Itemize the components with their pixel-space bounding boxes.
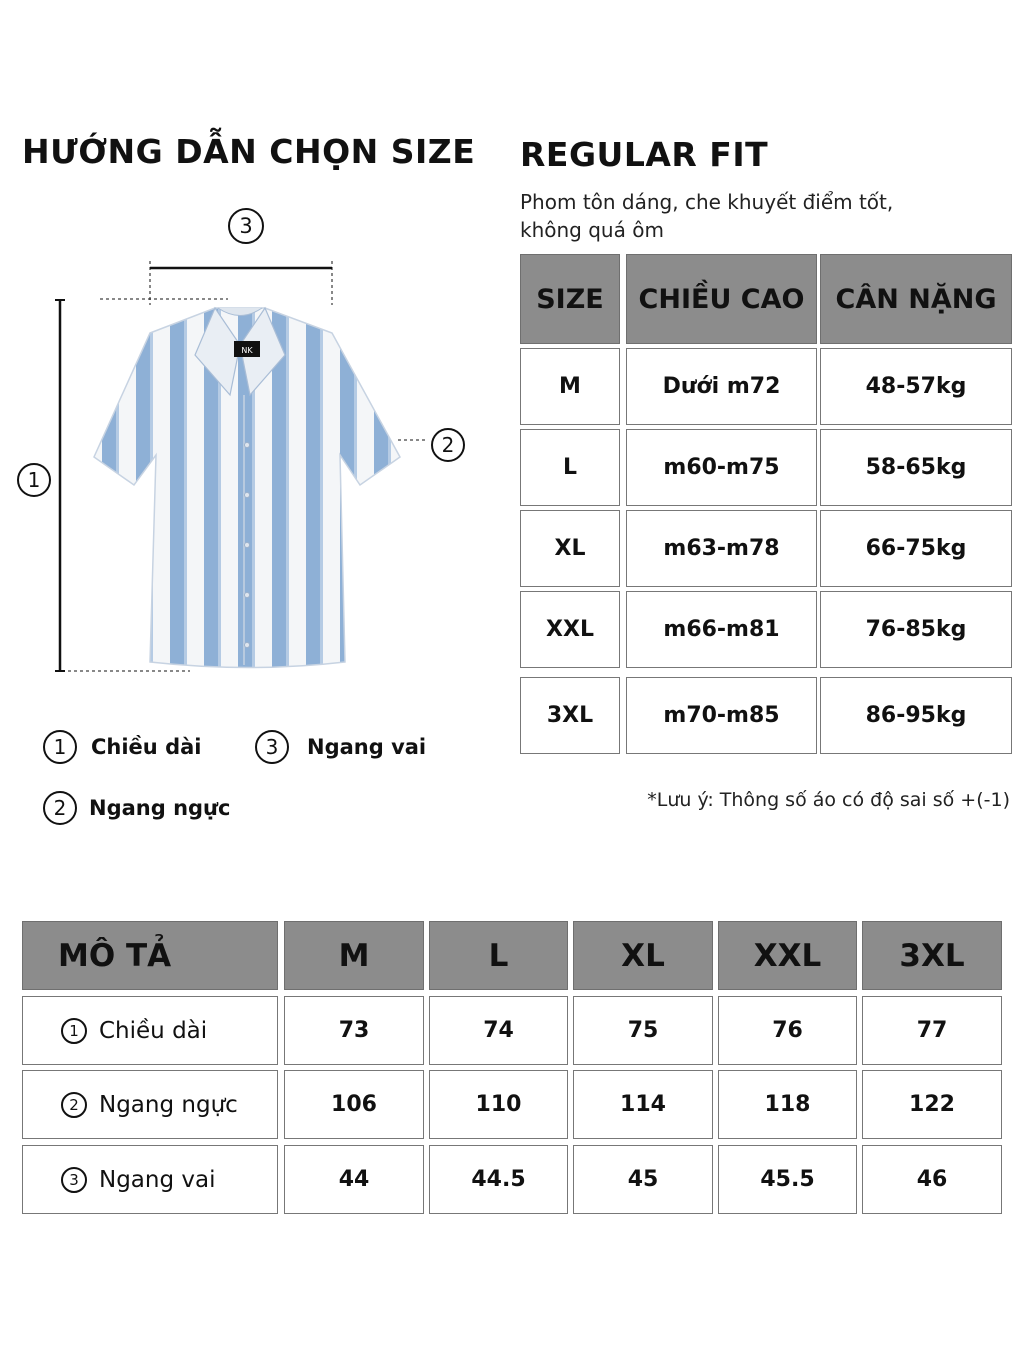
measure-header-cell: M <box>284 921 424 990</box>
measure-value-cell: 75 <box>573 996 713 1065</box>
measure-header-cell: MÔ TẢ <box>22 921 278 990</box>
measure-header-cell: XL <box>573 921 713 990</box>
marker-length: 1 <box>17 463 51 497</box>
measure-desc-cell <box>22 996 278 1065</box>
legend-label: Ngang ngực <box>89 796 231 820</box>
marker-shoulder: 3 <box>228 208 264 244</box>
fit-title: REGULAR FIT <box>520 135 769 174</box>
measure-value-cell: 74 <box>429 996 568 1065</box>
measure-value-cell: 73 <box>284 996 424 1065</box>
fit-cell: L <box>520 429 620 506</box>
measure-value-cell: 76 <box>718 996 857 1065</box>
fit-note: *Lưu ý: Thông số áo có độ sai số +(-1) <box>647 789 1010 811</box>
measure-value-cell: 106 <box>284 1070 424 1139</box>
measure-number: 1 <box>61 1018 87 1044</box>
fit-subtitle-line: Phom tôn dáng, che khuyết điểm tốt, <box>520 190 894 214</box>
shirt-label: NK <box>241 346 253 355</box>
measure-label: Chiều dài <box>99 1017 208 1044</box>
fit-cell: 66-75kg <box>820 510 1012 587</box>
fit-cell: m66-m81 <box>626 591 817 668</box>
measure-value-cell: 44.5 <box>429 1145 568 1214</box>
measure-header-cell: 3XL <box>862 921 1002 990</box>
measure-value-cell: 77 <box>862 996 1002 1065</box>
fit-cell: 86-95kg <box>820 677 1012 754</box>
legend-item <box>43 730 201 764</box>
legend-label: Ngang vai <box>307 735 427 759</box>
measure-number: 3 <box>61 1167 87 1193</box>
fit-header-cell: SIZE <box>520 254 620 344</box>
fit-cell: XL <box>520 510 620 587</box>
legend-item <box>43 791 230 825</box>
measure-header-cell: L <box>429 921 568 990</box>
measure-desc-cell <box>22 1145 278 1214</box>
fit-cell: XXL <box>520 591 620 668</box>
legend-number: 3 <box>255 730 289 764</box>
measure-value-cell: 110 <box>429 1070 568 1139</box>
legend-number: 1 <box>43 730 77 764</box>
fit-cell: M <box>520 348 620 425</box>
fit-cell: 58-65kg <box>820 429 1012 506</box>
fit-cell: m63-m78 <box>626 510 817 587</box>
measure-header-cell: XXL <box>718 921 857 990</box>
fit-cell: 3XL <box>520 677 620 754</box>
measure-value-cell: 118 <box>718 1070 857 1139</box>
fit-cell: 48-57kg <box>820 348 1012 425</box>
measure-number: 2 <box>61 1092 87 1118</box>
measure-value-cell: 46 <box>862 1145 1002 1214</box>
fit-header-cell: CÂN NẶNG <box>820 254 1012 344</box>
legend-item <box>255 730 426 764</box>
measure-value-cell: 45 <box>573 1145 713 1214</box>
fit-subtitle <box>520 188 893 244</box>
fit-header-cell: CHIỀU CAO <box>626 254 817 344</box>
shirt-diagram <box>0 195 500 685</box>
measure-value-cell: 122 <box>862 1070 1002 1139</box>
measure-value-cell: 114 <box>573 1070 713 1139</box>
measure-value-cell: 44 <box>284 1145 424 1214</box>
measure-label: Ngang ngực <box>99 1091 238 1118</box>
guide-title: HƯỚNG DẪN CHỌN SIZE <box>22 132 476 171</box>
measure-label: Ngang vai <box>99 1166 216 1193</box>
fit-cell: 76-85kg <box>820 591 1012 668</box>
legend-label: Chiều dài <box>91 735 202 759</box>
fit-subtitle-line: không quá ôm <box>520 218 664 242</box>
measure-desc-cell <box>22 1070 278 1139</box>
legend-number: 2 <box>43 791 77 825</box>
fit-cell: Dưới m72 <box>626 348 817 425</box>
measure-value-cell: 45.5 <box>718 1145 857 1214</box>
fit-cell: m60-m75 <box>626 429 817 506</box>
fit-cell: m70-m85 <box>626 677 817 754</box>
marker-chest: 2 <box>431 428 465 462</box>
